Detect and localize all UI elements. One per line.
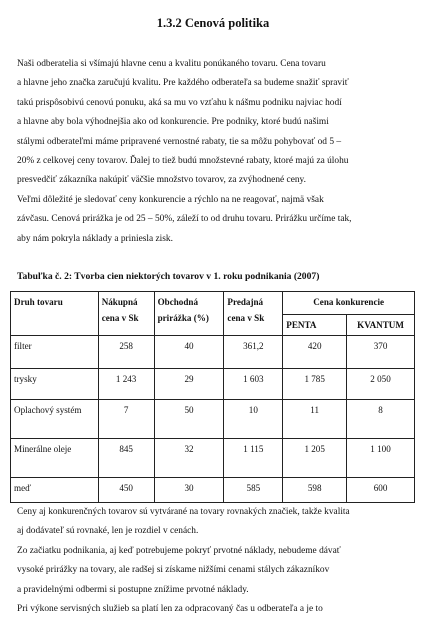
header-predajna-cena: Predajná cena v Sk — [224, 292, 283, 336]
text-line: Naši odberatelia si všímajú hlavne cenu a kvalitu ponúkaného tovaru. Cena tovaru — [17, 59, 326, 69]
cell-nakupna: 1 243 — [98, 369, 154, 400]
paragraph-pricing-intro — [17, 55, 417, 249]
cell-druh: filter — [11, 336, 99, 369]
text-line: 20% z celkovej ceny tovarov. Ďalej to tiež budú množstevné rabaty, ktoré majú za úlohu — [17, 156, 349, 167]
text-line: aj dodávateľ sú rovnaké, len je rozdiel v cenách. — [17, 526, 199, 537]
paragraph-competition — [17, 503, 417, 619]
price-table — [10, 291, 415, 503]
table-row — [11, 369, 415, 400]
cell-obchodna: 29 — [154, 369, 224, 400]
cell-obchodna: 40 — [154, 336, 224, 369]
cell-nakupna: 450 — [98, 478, 154, 503]
header-druh-tovaru: Druh tovaru — [11, 292, 99, 336]
cell-predajna: 585 — [224, 478, 283, 503]
text-line: Ceny aj konkurenčných tovarov sú vytvárané na tovary rovnakých značiek, takže kvalita — [17, 507, 350, 517]
table-row — [11, 439, 415, 478]
cell-druh: trysky — [11, 369, 99, 400]
cell-nakupna: 258 — [98, 336, 154, 369]
cell-predajna: 1 603 — [224, 369, 283, 400]
header-penta: PENTA — [283, 315, 347, 336]
text-line: a hlavne jeho značka zaručujú kvalitu. Pre každého odberateľa sa budeme snažiť spraviť — [17, 78, 349, 89]
cell-predajna: 10 — [224, 400, 283, 439]
text-line: závčasu. Cenová prirážka je od 25 – 50%, záleží to od druhu tovaru. Prirážku určíme tak, — [17, 214, 352, 225]
cell-druh: meď — [11, 478, 99, 503]
cell-nakupna: 7 — [98, 400, 154, 439]
cell-obchodna: 32 — [154, 439, 224, 478]
cell-kvantum: 2 050 — [347, 369, 415, 400]
text-line: Veľmi dôležité je sledovať ceny konkurencie a rýchlo na ne reagovať, najmä však — [17, 194, 324, 205]
cell-penta: 598 — [283, 478, 347, 503]
text-line: Pri výkone servisných služieb sa platí len za odpracovaný čas u odberateľa a je to — [17, 604, 323, 615]
text-line: vysoké prirážky na tovary, ale radšej si získame nižšími cenami stálych zákazníkov — [17, 565, 330, 576]
table-header-row — [11, 292, 415, 315]
cell-predajna: 1 115 — [224, 439, 283, 478]
cell-kvantum: 1 100 — [347, 439, 415, 478]
cell-predajna: 361,2 — [224, 336, 283, 369]
cell-penta: 11 — [283, 400, 347, 439]
text-line: stálymi odberateľmi máme pripravené vernostné rabaty, tie sa môžu pohybovať od 5 – — [17, 136, 342, 147]
table-row — [11, 478, 415, 503]
table-caption: Tabuľka č. 2: Tvorba cien niektorých tovarov v 1. roku podnikania (2007) — [17, 271, 320, 282]
cell-kvantum: 370 — [347, 336, 415, 369]
cell-nakupna: 845 — [98, 439, 154, 478]
header-cena-konkurencie: Cena konkurencie — [283, 292, 415, 315]
text-line: presvedčiť zákazníka nakúpiť väčšie množstvo tovarov, za zvýhodnené ceny. — [17, 175, 306, 186]
text-line: Zo začiatku podnikania, aj keď potrebujeme pokryť prvotné náklady, nebudeme dávať — [17, 545, 341, 556]
cell-obchodna: 30 — [154, 478, 224, 503]
cell-druh: Oplachový systém — [11, 400, 99, 439]
table-row — [11, 336, 415, 369]
section-heading: 1.3.2 Cenová politika — [156, 16, 270, 30]
cell-druh: Minerálne oleje — [11, 439, 99, 478]
header-obchodna-prirazka: Obchodná prirážka (%) — [154, 292, 224, 336]
cell-penta: 420 — [283, 336, 347, 369]
cell-penta: 1 785 — [283, 369, 347, 400]
text-line: aby nám pokryla náklady a priniesla zisk. — [17, 233, 173, 244]
table-row — [11, 400, 415, 439]
cell-kvantum: 8 — [347, 400, 415, 439]
cell-obchodna: 50 — [154, 400, 224, 439]
text-line: a pravidelnými odbermi si postupne znížime prvotné náklady. — [17, 584, 249, 595]
header-nakupna-cena: Nákupná cena v Sk — [98, 292, 154, 336]
text-line: a hlavne aby bola výhodnejšia ako od konkurencie. Pre podniky, ktoré budú našimi — [17, 117, 329, 128]
cell-penta: 1 205 — [283, 439, 347, 478]
cell-kvantum: 600 — [347, 478, 415, 503]
text-line: takú prispôsobivú cenovú ponuku, aká sa mu vo vzťahu k nášmu podniku najviac hodí — [17, 97, 342, 108]
header-kvantum: KVANTUM — [347, 315, 415, 336]
